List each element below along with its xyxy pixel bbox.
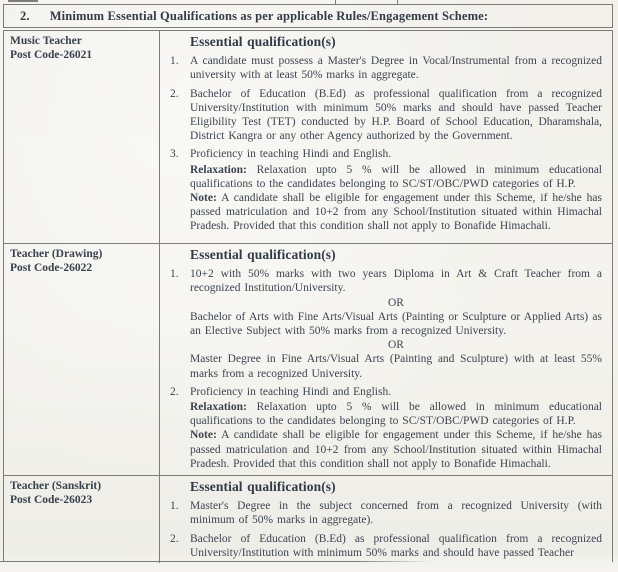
table-row-music-teacher xyxy=(4,31,612,243)
relaxation-label: Relaxation: xyxy=(190,163,247,176)
table-row-teacher-sanskrit xyxy=(4,475,612,563)
scan-artifact xyxy=(8,0,38,2)
qualification-item xyxy=(170,87,602,144)
qualification-item xyxy=(170,267,602,381)
item-option-c: Master Degree in Fine Arts/Visual Arts (Painting and Sculpture) with at least 55% marks from a recognized University. xyxy=(190,353,602,380)
note-text: A candidate shall be eligible for engagement under this Scheme, if he/she has passed matriculation and 10+2 from any School/Institution situated within Himachal Pradesh. Provided that this condition shall not apply to Bonafide Himachali. xyxy=(190,429,602,470)
item-number: 1. xyxy=(170,500,179,513)
note-label: Note: xyxy=(190,429,217,442)
post-title: Music Teacher xyxy=(10,35,82,47)
item-number: 1. xyxy=(170,268,179,281)
qualification-item xyxy=(170,499,602,527)
item-text: Proficiency in teaching Hindi and English. xyxy=(190,148,392,161)
eligibility-note xyxy=(190,428,602,471)
eligibility-note xyxy=(190,191,602,234)
relaxation-note xyxy=(190,163,602,191)
post-cell xyxy=(4,244,160,475)
qualification-item xyxy=(170,532,602,560)
qualification-item xyxy=(170,147,602,161)
or-separator: OR xyxy=(388,296,404,309)
note-label: Note: xyxy=(190,192,217,205)
item-number: 3. xyxy=(170,148,179,161)
qualifications-heading: Essential qualification(s) xyxy=(190,479,336,494)
qualifications-cell xyxy=(160,476,612,563)
item-option-b: Bachelor of Arts with Fine Arts/Visual Arts (Painting or Sculpture or Applied Arts) as an Elective Subject with 50% marks from a recognized University. xyxy=(190,310,602,338)
item-number: 2. xyxy=(170,87,179,100)
post-cell xyxy=(4,31,160,243)
post-code: Post Code-26021 xyxy=(10,49,93,61)
post-code: Post Code-26022 xyxy=(10,262,93,274)
qualifications-heading: Essential qualification(s) xyxy=(190,34,336,49)
item-text: Master's Degree in the subject concerned from a recognized University (with minimum of 50% marks in aggregate). xyxy=(190,500,602,527)
section-number: 2. xyxy=(20,8,30,23)
qualifications-table xyxy=(3,30,613,562)
post-title: Teacher (Drawing) xyxy=(10,248,103,260)
item-number: 2. xyxy=(170,532,179,545)
relaxation-text: Relaxation upto 5 % will be allowed in minimum educational qualifications to the candidates belonging to SC/ST/OBC/PWD categories of H.P. xyxy=(190,163,603,190)
qualification-item xyxy=(170,385,602,399)
table-row-teacher-drawing xyxy=(4,243,612,475)
item-text: Bachelor of Education (B.Ed) as professional qualification from a recognized University/Institution with minimum 50% marks and should have passed Teacher Eligibility Test (TET) conducted by H.P. Board of School Education, Dharamshala, District Kangra or any other Agency authorized by the Government. xyxy=(190,87,602,143)
item-option-a: 10+2 with 50% marks with two years Diploma in Art & Craft Teacher from a recognized Institution/University. xyxy=(190,268,602,295)
qualifications-cell xyxy=(160,31,612,243)
section-heading xyxy=(3,4,613,28)
scan-bottom-edge xyxy=(0,561,432,562)
post-title: Teacher (Sanskrit) xyxy=(10,480,102,492)
note-text: A candidate shall be eligible for engagement under this Scheme, if he/she has passed matriculation and 10+2 from any School/Institution situated within Himachal Pradesh. Provided that this condition shall not apply to Bonafide Himachali. xyxy=(190,192,602,233)
item-text: Proficiency in teaching Hindi and English. xyxy=(190,385,392,398)
qualifications-heading: Essential qualification(s) xyxy=(190,247,336,262)
relaxation-note xyxy=(190,400,602,428)
item-text: Bachelor of Education (B.Ed) as professional qualification from a recognized University/Institution with minimum 50% marks and should have passed Teacher xyxy=(190,532,602,559)
qualifications-cell xyxy=(160,244,612,475)
post-cell xyxy=(4,476,160,563)
item-number: 2. xyxy=(170,385,179,398)
relaxation-label: Relaxation: xyxy=(190,401,247,414)
post-code: Post Code-26023 xyxy=(10,494,93,506)
item-text: A candidate must possess a Master's Degree in Vocal/Instrumental from a recognized university with at least 50% marks in aggregate. xyxy=(190,55,602,82)
item-number: 1. xyxy=(170,55,179,68)
relaxation-text: Relaxation upto 5 % will be allowed in minimum educational qualifications to the candidates belonging to SC/ST/OBC/PWD categories of H.P. xyxy=(190,401,603,428)
section-title: Minimum Essential Qualifications as per applicable Rules/Engagement Scheme: xyxy=(49,8,489,23)
qualification-item xyxy=(170,54,602,82)
or-separator: OR xyxy=(388,339,404,352)
